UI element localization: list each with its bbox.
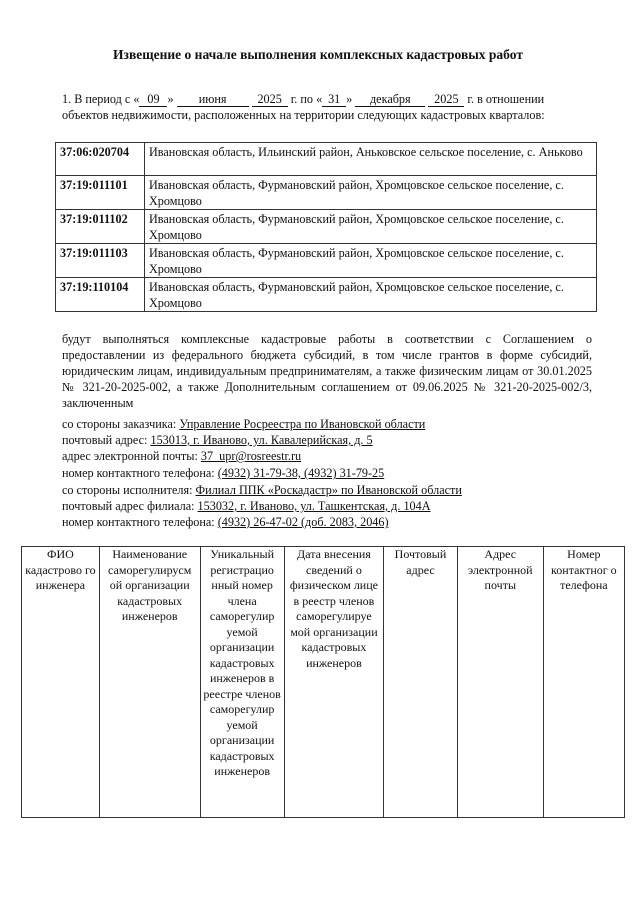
contractor-postal: 153032, г. Иваново, ул. Ташкентская, д. 104А xyxy=(197,499,431,513)
period-suffix: г. в отношении xyxy=(467,92,545,106)
quarter-row xyxy=(56,210,597,244)
quarter-row xyxy=(56,244,597,278)
customer-line: со стороны заказчика: Управление Росреестра по Ивановской области xyxy=(62,417,426,431)
customer-email[interactable]: 37_upr@rosreestr.ru xyxy=(200,449,302,463)
quarter-code: 37:19:110104 xyxy=(56,278,145,312)
engineer-table-header: Адрес электронной почты xyxy=(457,547,543,818)
engineer-table-header: ФИО кадастрово го инженера xyxy=(22,547,100,818)
quarter-code: 37:19:011103 xyxy=(56,244,145,278)
contractor-postal-line: почтовый адрес филиала: 153032, г. Иваново, ул. Ташкентская, д. 104А xyxy=(62,499,431,513)
agreement-paragraph: будут выполняться комплексные кадастровые работы в соответствии с Соглашением о предоставлении из федерального бюджета субсидий, в том числе грантов в форме субсидий, юридическим лицам, индивидуальным предпринимателям, а также физическим лицам от 30.01.2025 № 321-20-2025-002, а также Дополнительным соглашением от 09.06.2025 № 321-20-2025-002/3, заключенным xyxy=(62,332,592,410)
from-month: июня xyxy=(177,93,249,107)
engineer-table xyxy=(21,546,625,818)
quarter-address: Ивановская область, Фурмановский район, Хромцовское сельское поселение, с. Хромцово xyxy=(145,278,597,312)
to-year: 2025 xyxy=(428,93,464,107)
customer-email-line: адрес электронной почты: 37_upr@rosreestr.ru xyxy=(62,449,302,463)
to-day: 31 xyxy=(322,93,346,107)
customer-postal-line: почтовый адрес: 153013, г. Иваново, ул. Кавалерийская, д. 5 xyxy=(62,433,373,447)
notice-title: Извещение о начале выполнения комплексных кадастровых работ xyxy=(113,47,523,62)
contractor-phone: (4932) 26-47-02 (доб. 2083, 2046) xyxy=(217,515,389,529)
customer-postal: 153013, г. Иваново, ул. Кавалерийская, д. 5 xyxy=(150,433,373,447)
period-line: 1. В период с « 09 » июня 2025 г. по « 31 » декабря 2025 г. в отношении xyxy=(62,92,545,106)
quarter-row xyxy=(56,143,597,176)
quarter-address: Ивановская область, Фурмановский район, Хромцовское сельское поселение, с. Хромцово xyxy=(145,210,597,244)
from-day: 09 xyxy=(139,93,167,107)
contractor-phone-line: номер контактного телефона: (4932) 26-47-02 (доб. 2083, 2046) xyxy=(62,515,389,529)
quarter-code: 37:06:020704 xyxy=(56,143,145,176)
period-prefix: 1. В период с xyxy=(62,92,131,106)
customer-phone-line: номер контактного телефона: (4932) 31-79-38, (4932) 31-79-25 xyxy=(62,466,385,480)
engineer-table-header: Почтовый адрес xyxy=(384,547,458,818)
period-line-2: объектов недвижимости, расположенных на территории следующих кадастровых кварталов: xyxy=(62,108,545,122)
to-month: декабря xyxy=(355,93,425,107)
quarter-address: Ивановская область, Фурмановский район, Хромцовское сельское поселение, с. Хромцово xyxy=(145,244,597,278)
quarter-code: 37:19:011102 xyxy=(56,210,145,244)
engineer-table-header: Номер контактног о телефона xyxy=(543,547,624,818)
customer-name: Управление Росреестра по Ивановской области xyxy=(179,417,426,431)
engineer-table-header: Наименование саморегулирусм ой организации кадастровых инженеров xyxy=(99,547,200,818)
contractor-line: со стороны исполнителя: Филиал ППК «Роскадастр» по Ивановской области xyxy=(62,483,462,497)
engineer-table-header: Уникальный регистрацио нный номер члена саморегулир уемой организации кадастровых инженеров в реестре членов саморегулир уемой организации кадастровых инженеров xyxy=(200,547,284,818)
contractor-name: Филиал ППК «Роскадастр» по Ивановской области xyxy=(195,483,462,497)
from-year: 2025 xyxy=(252,93,288,107)
quarter-row xyxy=(56,176,597,210)
quarter-address: Ивановская область, Фурмановский район, Хромцовское сельское поселение, с. Хромцово xyxy=(145,176,597,210)
customer-phone: (4932) 31-79-38, (4932) 31-79-25 xyxy=(217,466,385,480)
quarter-code: 37:19:011101 xyxy=(56,176,145,210)
quarter-address: Ивановская область, Ильинский район, Аньковское сельское поселение, с. Аньково xyxy=(145,143,597,176)
engineer-table-header: Дата внесения сведений о физическом лице в реестр членов саморегулируе мой организации кадастровых инженеров xyxy=(284,547,383,818)
quarters-table xyxy=(55,142,597,312)
quarter-row xyxy=(56,278,597,312)
